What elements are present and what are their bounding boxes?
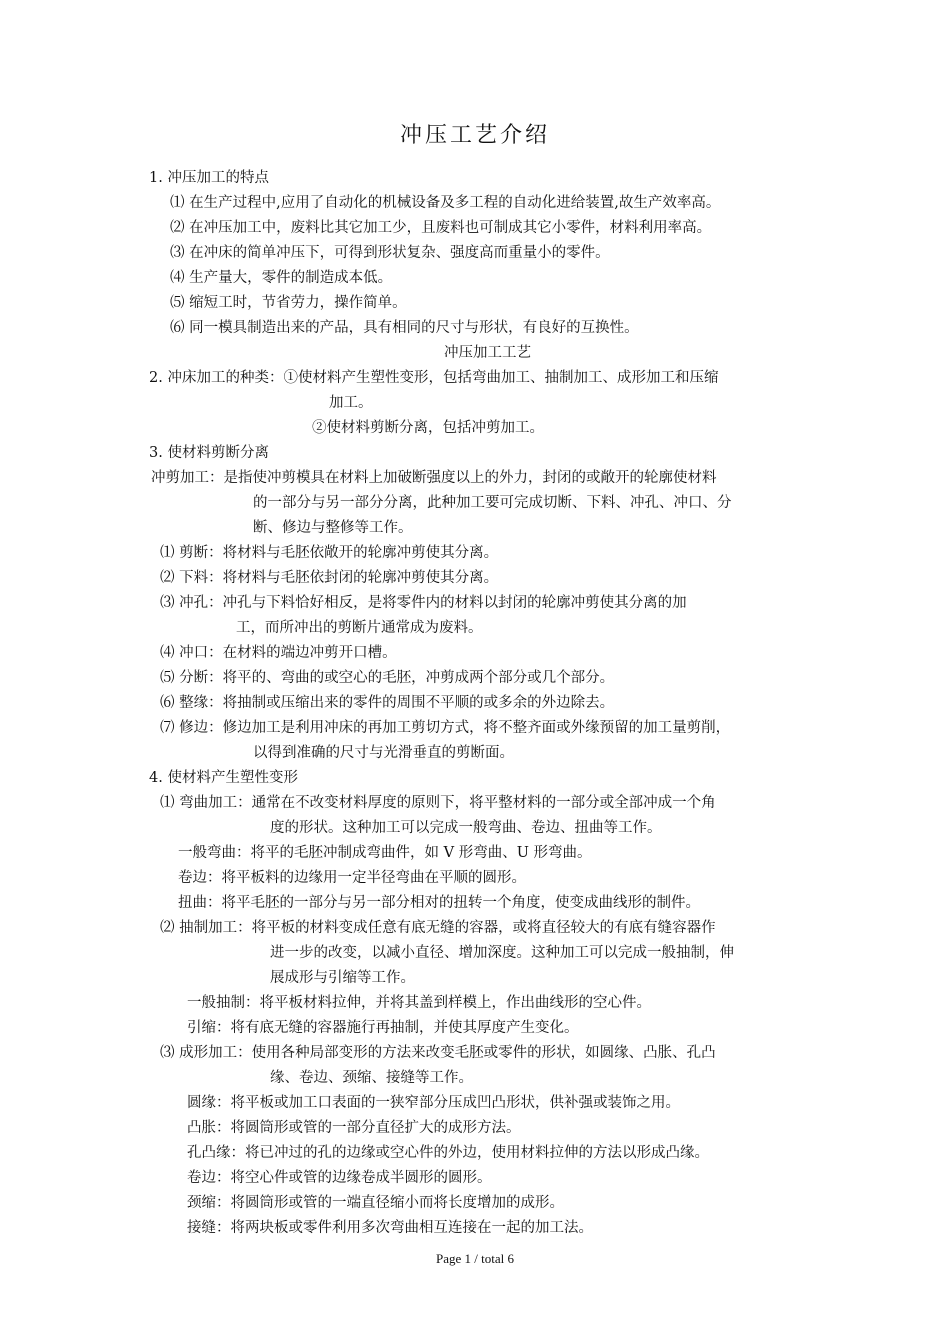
section-heading: 1. 冲压加工的特点 <box>149 170 269 186</box>
list-item: ⑵ 在冲压加工中，废料比其它加工少，且废料也可制成其它小零件，材料利用率高。 <box>170 220 712 236</box>
list-item: ⑶ 冲孔：冲孔与下料恰好相反，是将零件内的材料以封闭的轮廓冲剪使其分离的加 <box>160 595 687 611</box>
definition-line: 引缩：将有底无缝的容器施行再抽制，并使其厚度产生变化。 <box>187 1020 579 1036</box>
paragraph-line: 的一部分与另一部分分离，此种加工要可完成切断、下料、冲孔、冲口、分 <box>253 495 732 511</box>
list-item: ⑺ 修边：修边加工是利用冲床的再加工剪切方式，将不整齐面或外缘预留的加工量剪削， <box>160 720 731 736</box>
list-item: ⑹ 同一模具制造出来的产品，具有相同的尺寸与形状，有良好的互换性。 <box>170 320 639 336</box>
definition-line: 一般抽制：将平板材料拉伸，并将其盖到样模上，作出曲线形的空心件。 <box>187 995 651 1011</box>
list-item: ⑴ 弯曲加工：通常在不改变材料厚度的原则下，将平整材料的一部分或全部冲成一个角 <box>160 795 716 811</box>
list-item: ⑶ 在冲床的简单冲压下，可得到形状复杂、强度高而重量小的零件。 <box>170 245 610 261</box>
section-heading: 4. 使材料产生塑性变形 <box>149 770 298 786</box>
list-item: ⑸ 缩短工时，节省劳力，操作简单。 <box>170 295 407 311</box>
definition-line: 扭曲：将平毛胚的一部分与另一部分相对的扭转一个角度，使变成曲线形的制件。 <box>178 895 700 911</box>
list-item: ⑶ 成形加工：使用各种局部变形的方法来改变毛胚或零件的形状，如圆缘、凸胀、孔凸 <box>160 1045 716 1061</box>
page-footer: Page 1 / total 6 <box>436 1251 514 1266</box>
paragraph-line: 加工。 <box>329 395 373 411</box>
list-item: ⑷ 冲口：在材料的端边冲剪开口槽。 <box>160 645 397 661</box>
list-item: ⑷ 生产量大，零件的制造成本低。 <box>170 270 393 286</box>
list-item: ⑸ 分断：将平的、弯曲的或空心的毛胚，冲剪成两个部分或几个部分。 <box>160 670 615 686</box>
paragraph-line: 进一步的改变，以减小直径、增加深度。这种加工可以完成一般抽制，伸 <box>270 945 734 961</box>
list-item: ⑵ 抽制加工：将平板的材料变成任意有底无缝的容器，或将直径较大的有底有缝容器作 <box>160 920 716 936</box>
definition-line: 颈缩：将圆筒形或管的一端直径缩小而将长度增加的成形。 <box>187 1195 564 1211</box>
definition-line: 卷边：将平板料的边缘用一定半径弯曲在平顺的圆形。 <box>178 870 526 886</box>
paragraph-line: 以得到准确的尺寸与光滑垂直的剪断面。 <box>253 745 514 761</box>
definition-line: 卷边：将空心件或管的边缘卷成半圆形的圆形。 <box>187 1170 492 1186</box>
document-title: 冲压工艺介绍 <box>399 123 550 148</box>
subtitle: 冲压加工工艺 <box>444 345 531 361</box>
list-item: ⑴ 在生产过程中,应用了自动化的机械设备及多工程的自动化进给装置,故生产效率高。 <box>170 195 721 211</box>
list-item: ⑹ 整缘：将抽制或压缩出来的零件的周围不平顺的或多余的外边除去。 <box>160 695 615 711</box>
definition-line: 圆缘：将平板或加工口表面的一狭窄部分压成凹凸形状，供补强或装饰之用。 <box>187 1095 680 1111</box>
section-heading: 2. 冲床加工的种类：①使材料产生塑性变形，包括弯曲加工、抽制加工、成形加工和压缩 <box>149 370 719 386</box>
list-item: ⑴ 剪断：将材料与毛胚依敞开的轮廓冲剪使其分离。 <box>160 545 499 561</box>
definition-line: 凸胀：将圆筒形或管的一部分直径扩大的成形方法。 <box>187 1120 521 1136</box>
paragraph-line: ②使材料剪断分离，包括冲剪加工。 <box>312 420 544 436</box>
paragraph-line: 缘、卷边、颈缩、接缝等工作。 <box>270 1070 473 1086</box>
section-heading: 3. 使材料剪断分离 <box>149 445 269 461</box>
paragraph-line: 工，而所冲出的剪断片通常成为废料。 <box>236 620 483 636</box>
paragraph-line: 冲剪加工：是指使冲剪模具在材料上加破断强度以上的外力，封闭的或敞开的轮廓使材料 <box>151 470 717 486</box>
paragraph-line: 展成形与引缩等工作。 <box>270 970 415 986</box>
definition-line: 一般弯曲：将平的毛胚冲制成弯曲件，如 V 形弯曲、U 形弯曲。 <box>178 845 592 861</box>
paragraph-line: 断、修边与整修等工作。 <box>253 520 413 536</box>
definition-line: 接缝：将两块板或零件利用多次弯曲相互连接在一起的加工法。 <box>187 1220 593 1236</box>
paragraph-line: 度的形状。这种加工可以完成一般弯曲、卷边、扭曲等工作。 <box>270 820 662 836</box>
list-item: ⑵ 下料：将材料与毛胚依封闭的轮廓冲剪使其分离。 <box>160 570 499 586</box>
definition-line: 孔凸缘：将已冲过的孔的边缘或空心件的外边，使用材料拉伸的方法以形成凸缘。 <box>187 1145 709 1161</box>
